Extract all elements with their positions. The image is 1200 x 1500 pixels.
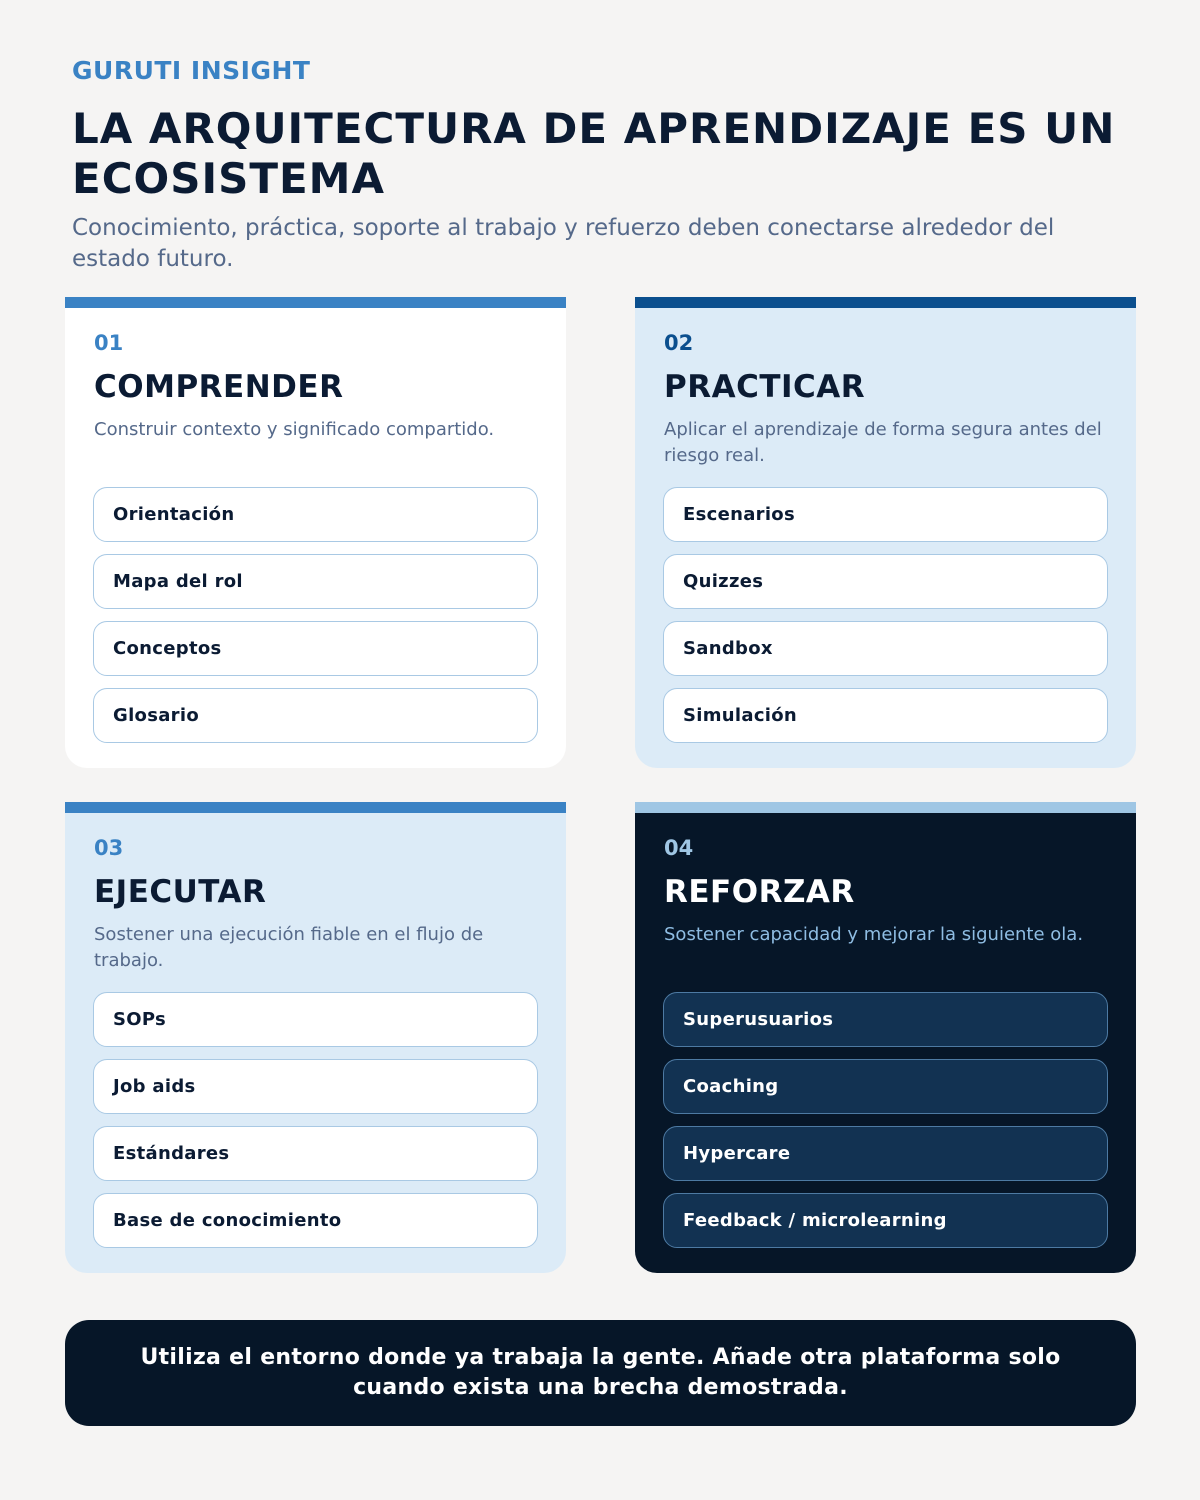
card-title: COMPRENDER xyxy=(94,369,344,405)
card-comprender xyxy=(65,297,566,768)
footer-text: Utiliza el entorno donde ya trabaja la gente. Añade otra plataforma solo cuando exista una brecha demostrada. xyxy=(140,1345,1061,1400)
item-pill: Escenarios xyxy=(663,487,1108,542)
card-number: 04 xyxy=(664,836,694,860)
card-reforzar xyxy=(635,802,1136,1273)
brand-eyebrow: GURUTI INSIGHT xyxy=(72,56,311,85)
item-pill: Job aids xyxy=(93,1059,538,1114)
card-title: PRACTICAR xyxy=(664,369,866,405)
item-pill: Superusuarios xyxy=(663,992,1108,1047)
item-pill: Base de conocimiento xyxy=(93,1193,538,1248)
card-description: Construir contexto y significado compartido. xyxy=(94,419,495,440)
card-description: Aplicar el aprendizaje de forma segura antes del riesgo real. xyxy=(664,419,1102,466)
page-subtitle: Conocimiento, práctica, soporte al trabajo y refuerzo deben conectarse alrededor del estado futuro. xyxy=(72,215,1055,272)
item-pill: Coaching xyxy=(663,1059,1108,1114)
card-description: Sostener capacidad y mejorar la siguiente ola. xyxy=(664,924,1084,945)
item-pill: Sandbox xyxy=(663,621,1108,676)
card-title: EJECUTAR xyxy=(94,874,267,910)
card-top-bar xyxy=(635,297,1136,308)
card-ejecutar xyxy=(65,802,566,1273)
item-pill: Glosario xyxy=(93,688,538,743)
item-pill: Estándares xyxy=(93,1126,538,1181)
card-title: REFORZAR xyxy=(664,874,855,910)
card-item-list xyxy=(93,992,538,1260)
item-pill: Conceptos xyxy=(93,621,538,676)
item-pill: Hypercare xyxy=(663,1126,1108,1181)
footer-callout xyxy=(65,1320,1136,1426)
card-top-bar xyxy=(65,802,566,813)
item-pill: SOPs xyxy=(93,992,538,1047)
item-pill: Quizzes xyxy=(663,554,1108,609)
card-number: 03 xyxy=(94,836,124,860)
page-title: LA ARQUITECTURA DE APRENDIZAJE ES UN ECOSISTEMA xyxy=(72,104,1116,203)
card-number: 01 xyxy=(94,331,124,355)
card-top-bar xyxy=(65,297,566,308)
card-item-list xyxy=(663,487,1108,755)
item-pill: Simulación xyxy=(663,688,1108,743)
item-pill: Mapa del rol xyxy=(93,554,538,609)
card-description: Sostener una ejecución fiable en el flujo de trabajo. xyxy=(94,924,484,971)
card-item-list xyxy=(93,487,538,755)
item-pill: Feedback / microlearning xyxy=(663,1193,1108,1248)
card-practicar xyxy=(635,297,1136,768)
item-pill: Orientación xyxy=(93,487,538,542)
card-top-bar xyxy=(635,802,1136,813)
card-item-list xyxy=(663,992,1108,1260)
card-number: 02 xyxy=(664,331,694,355)
